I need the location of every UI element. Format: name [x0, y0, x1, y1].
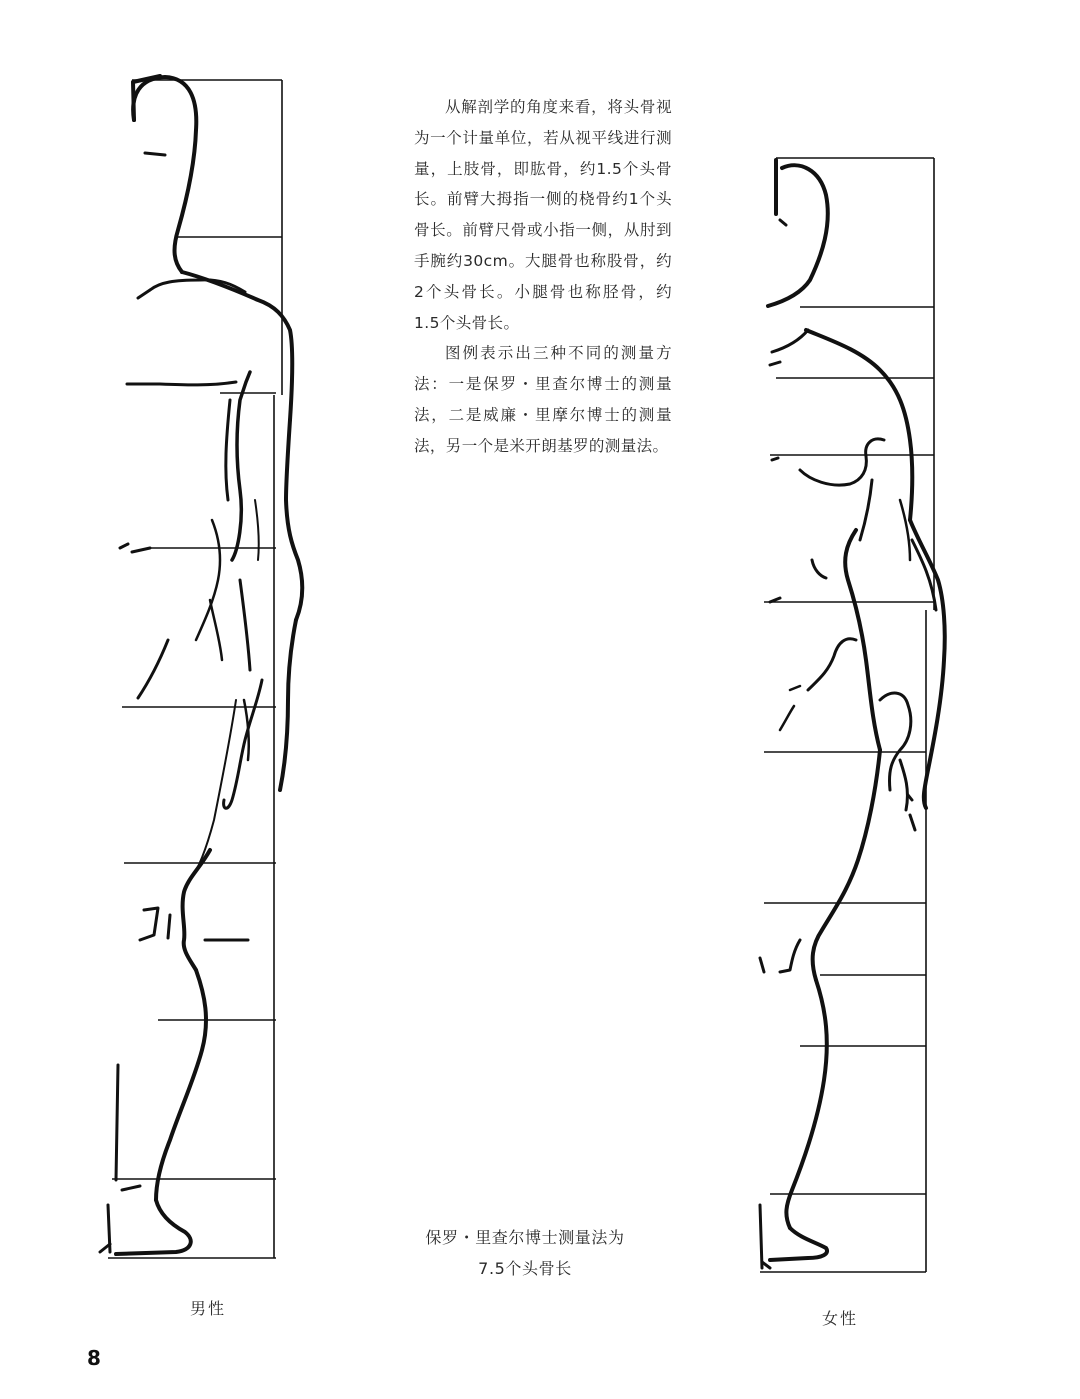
page-number: 8 [87, 1346, 101, 1370]
paragraph-anatomy: 从解剖学的角度来看，将头骨视为一个计量单位，若从视平线进行测量，上肢骨，即肱骨，约1.5个头骨长。前臂大拇指一侧的桡骨约1个头骨长。前臂尺骨或小指一侧，从肘到手腕约30cm。大腿骨也称股骨，约2个头骨长。小腿骨也称胫骨，约1.5个头骨长。 [414, 98, 672, 332]
body-text [414, 92, 672, 462]
male-label: 男性 [190, 1299, 227, 1318]
male-measure-grid [108, 80, 282, 1258]
female-label: 女性 [822, 1309, 859, 1328]
female-figure-sketch [760, 160, 945, 1268]
paragraph-methods: 图例表示出三种不同的测量方法：一是保罗・里查尔博士的测量法，二是威廉・里摩尔博士的测量法，另一个是米开朗基罗的测量法。 [414, 344, 672, 455]
caption-line-1: 保罗・里查尔博士测量法为 [425, 1228, 625, 1247]
male-figure-sketch [100, 76, 302, 1254]
female-measure-grid [760, 158, 934, 1272]
caption-line-2: 7.5个头骨长 [478, 1259, 572, 1278]
figure-caption [380, 1222, 670, 1284]
